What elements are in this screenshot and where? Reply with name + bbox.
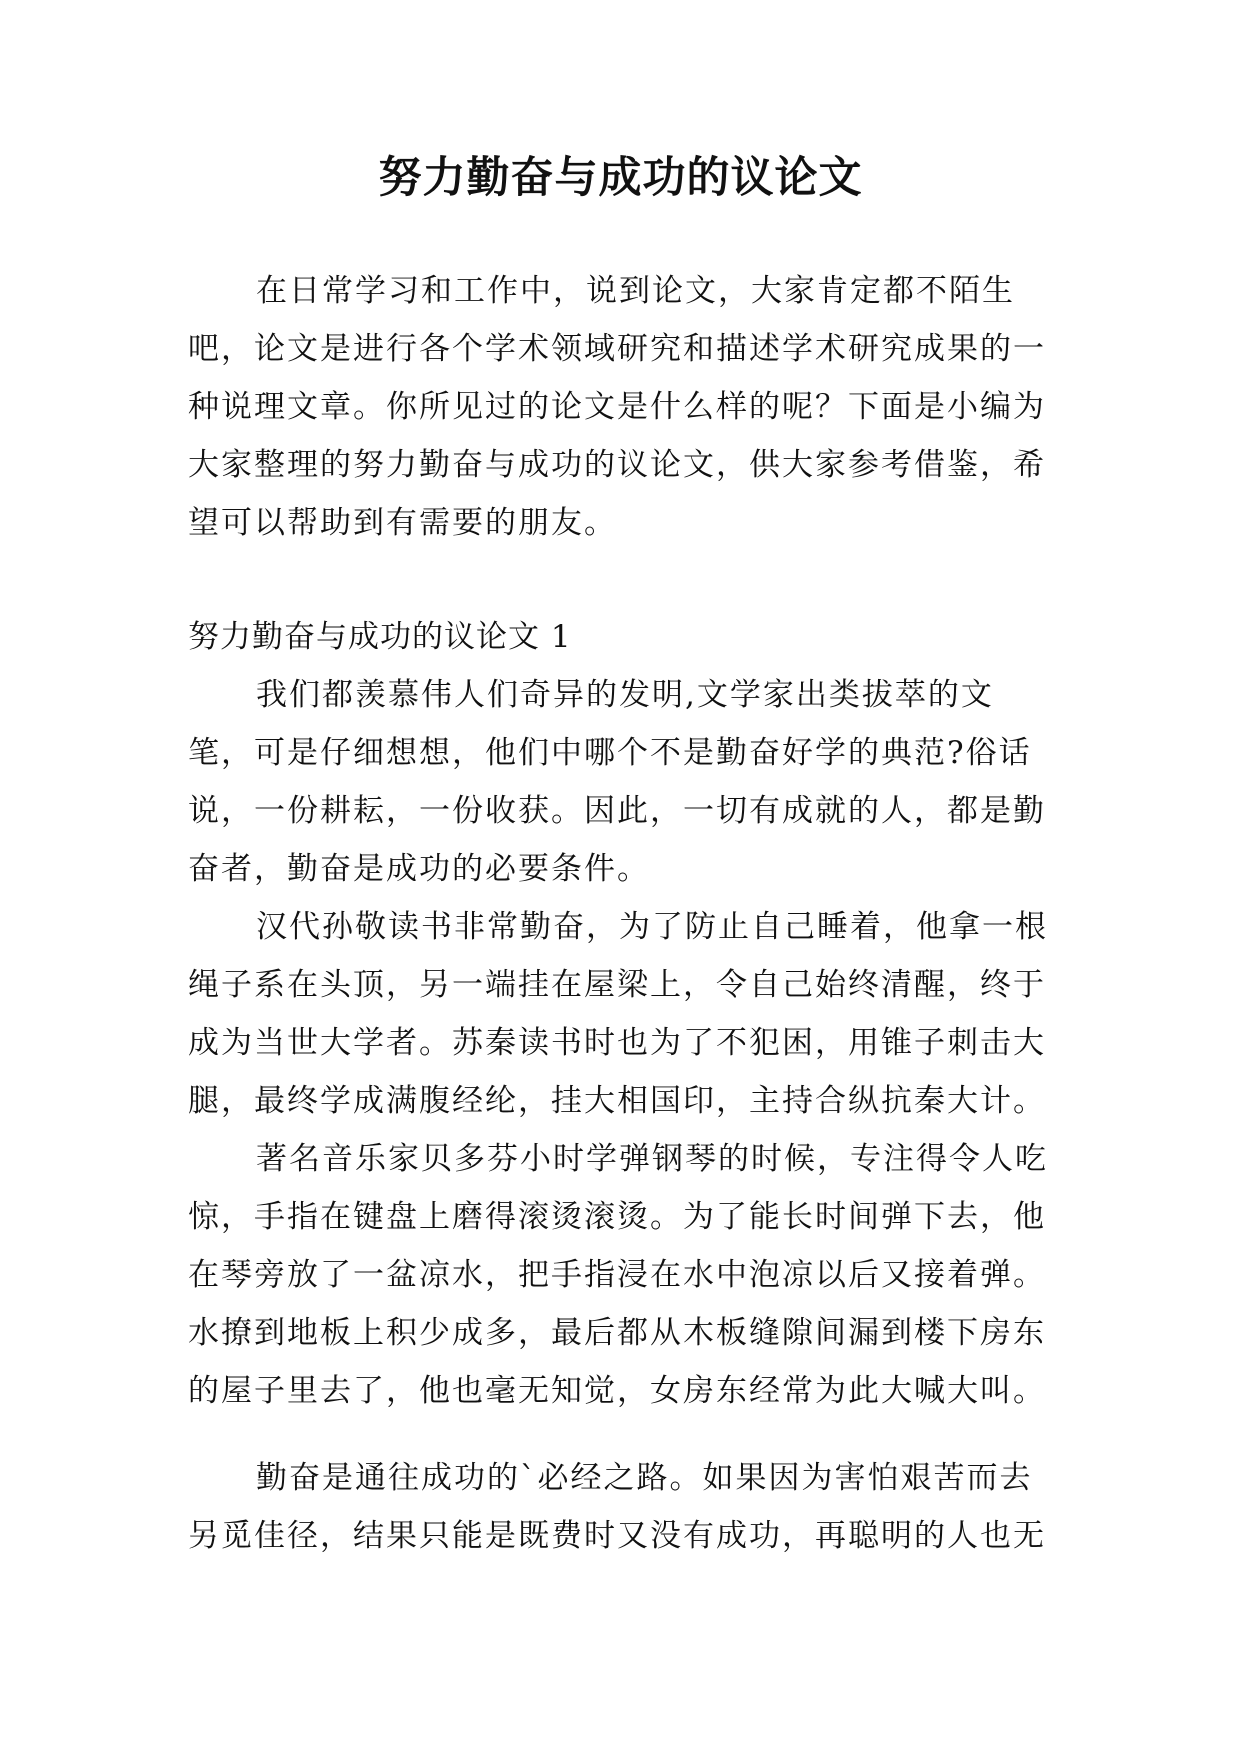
section-heading: 努力勤奋与成功的议论文 1 [188, 619, 572, 655]
body-paragraph-3: 著名音乐家贝多芬小时学弹钢琴的时候，专注得令人吃惊，手指在键盘上磨得滚烫滚烫。为了能长时间弹下去，他在琴旁放了一盆凉水，把手指浸在水中泡凉以后又接着弹。水撩到地板上积少成多，最后都从木板缝隙间漏到楼下房东的屋子里去了，他也毫无知觉，女房东经常为此大喊大叫。 [188, 1141, 1048, 1409]
body-paragraph-2: 汉代孙敬读书非常勤奋，为了防止自己睡着，他拿一根绳子系在头顶，另一端挂在屋梁上，令自己始终清醒，终于成为当世大学者。苏秦读书时也为了不犯困，用锥子刺击大腿，最终学成满腹经纶，挂大相国印，主持合纵抗秦大计。 [188, 909, 1048, 1119]
intro-paragraph: 在日常学习和工作中，说到论文，大家肯定都不陌生吧，论文是进行各个学术领域研究和描述学术研究成果的一种说理文章。你所见过的论文是什么样的呢？下面是小编为大家整理的努力勤奋与成功的议论文，供大家参考借鉴，希望可以帮助到有需要的朋友。 [188, 273, 1046, 541]
body-paragraph-1: 我们都羡慕伟人们奇异的发明,文学家出类拔萃的文笔，可是仔细想想，他们中哪个不是勤奋好学的典范?俗话说，一份耕耘，一份收获。因此，一切有成就的人，都是勤奋者，勤奋是成功的必要条件。 [188, 677, 1046, 887]
body-paragraph-4: 勤奋是通往成功的`必经之路。如果因为害怕艰苦而去另觅佳径，结果只能是既费时又没有成功，再聪明的人也无 [188, 1460, 1046, 1554]
document-title: 努力勤奋与成功的议论文 [378, 153, 863, 203]
